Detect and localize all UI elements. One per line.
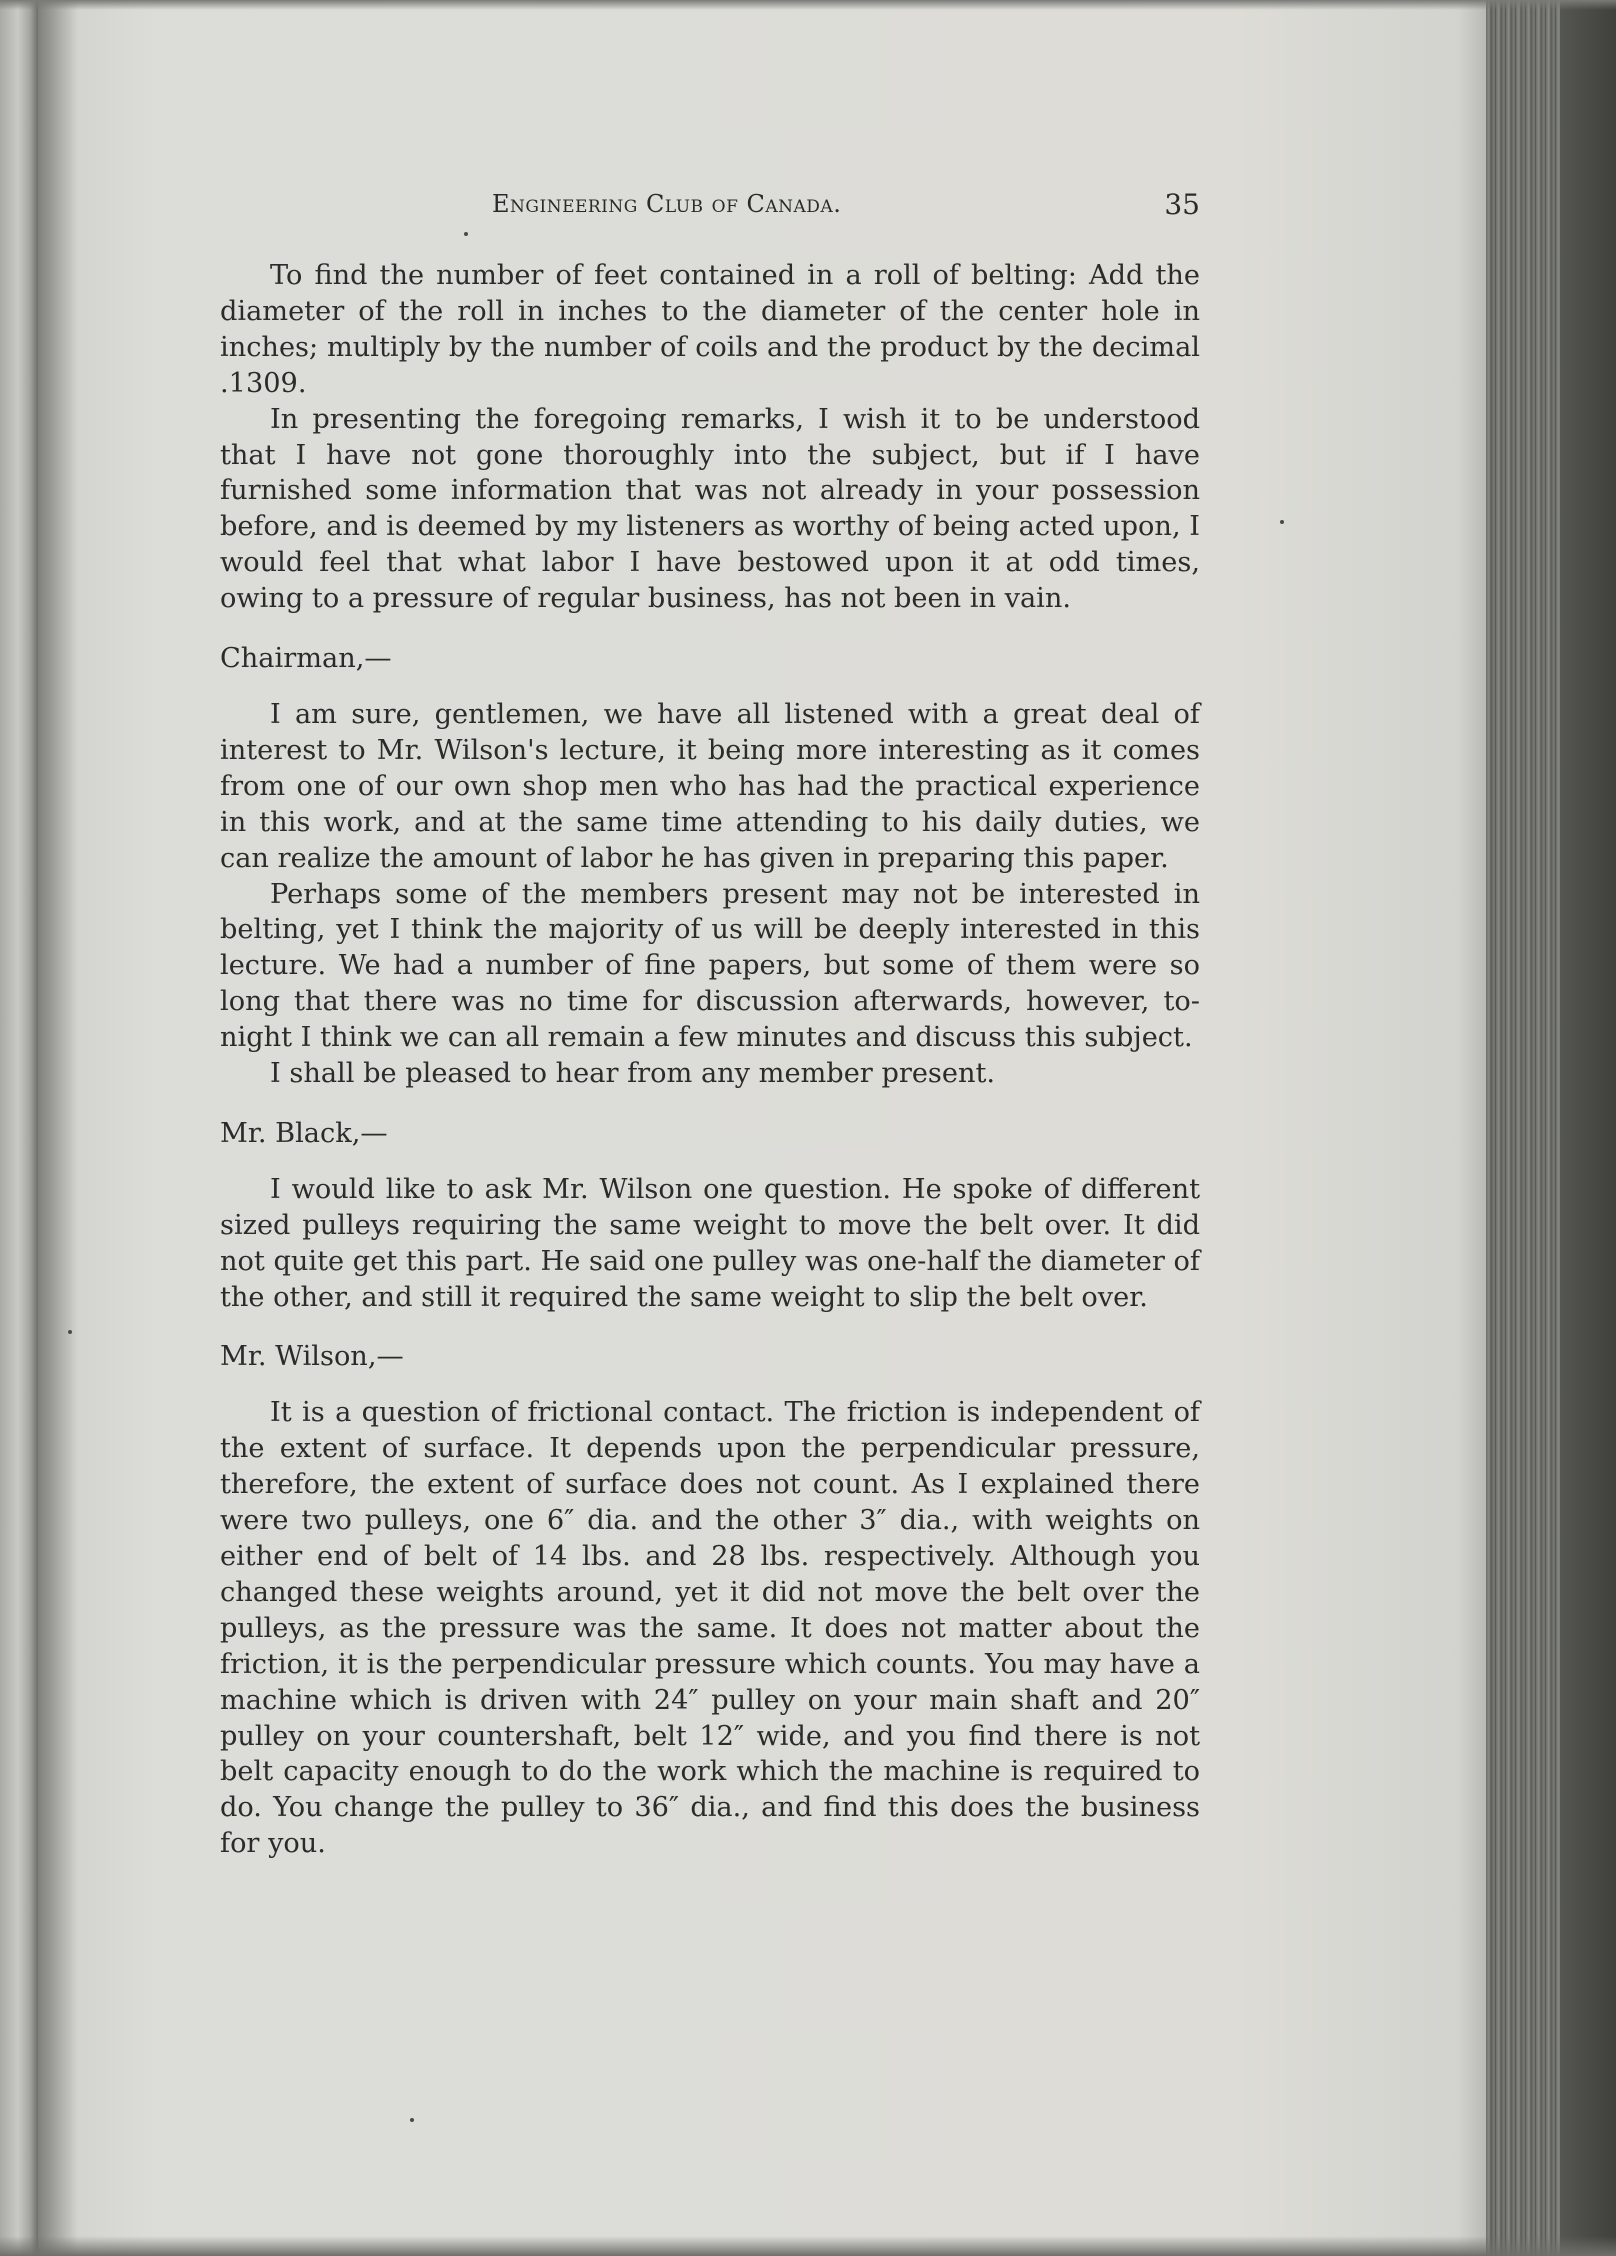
paragraph: To find the number of feet contained in a roll of belting: Add the diameter of the roll in inches to the diameter of the center hole in inches; multiply by the number of coils and the product by the decimal .1309. (220, 260, 1200, 399)
paragraph: I would like to ask Mr. Wilson one question. He spoke of different sized pulleys requiring the same weight to move the belt over. It did not quite get this part. He said one pulley was one-half the diameter of the other, and still it required the same weight to slip the belt over. (220, 1173, 1200, 1313)
gutter-shadow (38, 0, 78, 2256)
page-header (230, 190, 1200, 230)
book-spine-shadow (1560, 0, 1616, 2256)
speaker-heading: Mr. Black,— (220, 1117, 388, 1149)
speck (1280, 520, 1284, 524)
page-body (220, 258, 1200, 1862)
speck (68, 1330, 72, 1334)
paragraph: It is a question of frictional contact. The friction is independent of the extent of surface. It depends upon the perpendicular pressure, therefore, the extent of surface does not count. As I explained there were two pulleys, one 6″ dia. and the other 3″ dia., with weights on either end of belt of 14 lbs. and 28 lbs. respectively. Although you changed these weights around, yet it did not move the belt over the pulleys, as the pressure was the same. It does not matter about the friction, it is the perpendicular pressure which counts. You may have a machine which is driven with 24″ pulley on your main shaft and 20″ pulley on your countershaft, belt 12″ wide, and you find there is not belt capacity enough to do the work which the machine is required to do. You change the pulley to 36″ dia., and find this does the business for you. (220, 1397, 1200, 1860)
running-head: Engineering Club of Canada. (492, 190, 842, 218)
paragraph: In presenting the foregoing remarks, I wish it to be understood that I have not gone thoroughly into the subject, but if I have furnished some information that was not already in your possession before, and is deemed by my listeners as worthy of being acted upon, I would feel that what labor I have bestowed upon it at odd times, owing to a pressure of regular business, has not been in vain. (220, 403, 1200, 615)
paragraph: Perhaps some of the members present may not be interested in belting, yet I think the majority of us will be deeply interested in this lecture. We had a number of fine papers, but some of them were so long that there was no time for discussion afterwards, however, to-night I think we can all remain a few minutes and discuss this subject. (220, 878, 1200, 1054)
speck (464, 232, 468, 236)
paragraph: I shall be pleased to hear from any member present. (270, 1058, 996, 1090)
paragraph: I am sure, gentlemen, we have all listened with a great deal of interest to Mr. Wilson's lecture, it being more interesting as it comes from one of our own shop men who has had the practical experience in this work, and at the same time attending to his daily duties, we can realize the amount of labor he has given in preparing this paper. (220, 698, 1200, 874)
speaker-heading: Chairman,— (220, 643, 392, 675)
facing-page-edge (0, 0, 38, 2256)
bottom-edge-shadow (0, 2236, 1616, 2256)
speck (410, 2118, 414, 2122)
speaker-heading: Mr. Wilson,— (220, 1341, 404, 1373)
top-edge-shadow (0, 0, 1616, 10)
page-number: 35 (1164, 188, 1200, 221)
